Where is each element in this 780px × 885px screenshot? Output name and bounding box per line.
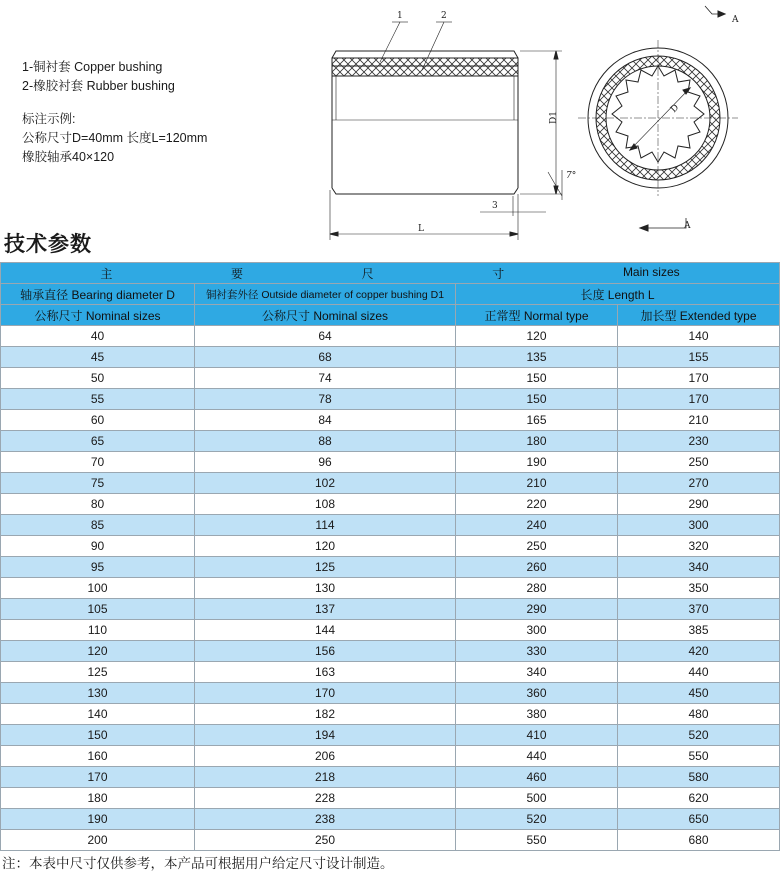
example-title: 标注示例: bbox=[22, 112, 76, 126]
main-header-word: 寸 bbox=[492, 266, 505, 281]
table-cell: 260 bbox=[456, 557, 618, 578]
table-cell: 140 bbox=[1, 704, 195, 725]
table-row bbox=[1, 536, 780, 557]
table-cell: 165 bbox=[456, 410, 618, 431]
table-cell: 218 bbox=[195, 767, 456, 788]
table-cell: 160 bbox=[1, 746, 195, 767]
table-cell: 290 bbox=[618, 494, 780, 515]
table-cell: 88 bbox=[195, 431, 456, 452]
table-cell: 240 bbox=[456, 515, 618, 536]
table-cell: 210 bbox=[456, 473, 618, 494]
table-cell: 120 bbox=[456, 326, 618, 347]
table-cell: 250 bbox=[456, 536, 618, 557]
table-cell: 360 bbox=[456, 683, 618, 704]
table-cell: 125 bbox=[1, 662, 195, 683]
table-row bbox=[1, 410, 780, 431]
spec-table bbox=[0, 262, 780, 851]
table-cell: 550 bbox=[456, 830, 618, 851]
table-cell: 350 bbox=[618, 578, 780, 599]
angle-label: 7° bbox=[566, 171, 577, 181]
table-cell: 84 bbox=[195, 410, 456, 431]
table-row bbox=[1, 788, 780, 809]
table-cell: 550 bbox=[618, 746, 780, 767]
table-cell: 150 bbox=[456, 389, 618, 410]
dim-d-label: D bbox=[669, 102, 682, 115]
table-cell: 50 bbox=[1, 368, 195, 389]
table-cell: 80 bbox=[1, 494, 195, 515]
table-cell: 68 bbox=[195, 347, 456, 368]
table-cell: 340 bbox=[456, 662, 618, 683]
technical-drawing bbox=[300, 0, 780, 245]
table-cell: 156 bbox=[195, 641, 456, 662]
table-cell: 45 bbox=[1, 347, 195, 368]
table-cell: 144 bbox=[195, 620, 456, 641]
table-cell: 190 bbox=[1, 809, 195, 830]
table-cell: 440 bbox=[456, 746, 618, 767]
table-cell: 680 bbox=[618, 830, 780, 851]
table-cell: 95 bbox=[1, 557, 195, 578]
table-row bbox=[1, 830, 780, 851]
sub-extended-type: 加长型 Extended type bbox=[618, 305, 780, 326]
table-cell: 114 bbox=[195, 515, 456, 536]
table-cell: 78 bbox=[195, 389, 456, 410]
table-cell: 130 bbox=[1, 683, 195, 704]
dim-l-label: L bbox=[418, 224, 424, 234]
table-row bbox=[1, 662, 780, 683]
table-cell: 220 bbox=[456, 494, 618, 515]
end-view bbox=[578, 6, 738, 231]
table-row bbox=[1, 683, 780, 704]
table-row bbox=[1, 704, 780, 725]
table-cell: 180 bbox=[456, 431, 618, 452]
legend-item-rubber-bushing: 2-橡胶衬套 Rubber bushing bbox=[22, 79, 175, 93]
sub-nominal-sizes-1: 公称尺寸 Nominal sizes bbox=[1, 305, 195, 326]
table-cell: 96 bbox=[195, 452, 456, 473]
table-cell: 120 bbox=[195, 536, 456, 557]
table-cell: 480 bbox=[618, 704, 780, 725]
table-cell: 90 bbox=[1, 536, 195, 557]
table-cell: 200 bbox=[1, 830, 195, 851]
table-cell: 228 bbox=[195, 788, 456, 809]
table-cell: 170 bbox=[618, 368, 780, 389]
table-cell: 206 bbox=[195, 746, 456, 767]
table-cell: 60 bbox=[1, 410, 195, 431]
table-cell: 55 bbox=[1, 389, 195, 410]
table-cell: 620 bbox=[618, 788, 780, 809]
callout-1: 1 bbox=[397, 11, 403, 21]
table-cell: 370 bbox=[618, 599, 780, 620]
table-cell: 270 bbox=[618, 473, 780, 494]
table-row bbox=[1, 473, 780, 494]
table-cell: 100 bbox=[1, 578, 195, 599]
table-cell: 290 bbox=[456, 599, 618, 620]
table-cell: 440 bbox=[618, 662, 780, 683]
table-cell: 580 bbox=[618, 767, 780, 788]
table-cell: 420 bbox=[618, 641, 780, 662]
table-cell: 170 bbox=[1, 767, 195, 788]
side-view bbox=[330, 22, 562, 240]
table-cell: 182 bbox=[195, 704, 456, 725]
table-row bbox=[1, 620, 780, 641]
dim-d1-label: D1 bbox=[549, 111, 559, 124]
table-cell: 340 bbox=[618, 557, 780, 578]
table-cell: 380 bbox=[456, 704, 618, 725]
table-cell: 85 bbox=[1, 515, 195, 536]
main-header-word: Main sizes bbox=[622, 264, 680, 279]
table-cell: 520 bbox=[618, 725, 780, 746]
table-row bbox=[1, 578, 780, 599]
table-cell: 300 bbox=[456, 620, 618, 641]
sub-normal-type: 正常型 Normal type bbox=[456, 305, 618, 326]
table-cell: 330 bbox=[456, 641, 618, 662]
table-row bbox=[1, 809, 780, 830]
section-title: 技术参数 bbox=[4, 232, 92, 256]
table-cell: 410 bbox=[456, 725, 618, 746]
table-cell: 320 bbox=[618, 536, 780, 557]
table-cell: 110 bbox=[1, 620, 195, 641]
example-line-1: 公称尺寸D=40mm 长度L=120mm bbox=[22, 131, 208, 145]
table-cell: 460 bbox=[456, 767, 618, 788]
table-cell: 250 bbox=[618, 452, 780, 473]
main-sizes-header bbox=[1, 263, 780, 284]
table-cell: 650 bbox=[618, 809, 780, 830]
sub-nominal-sizes-2: 公称尺寸 Nominal sizes bbox=[195, 305, 456, 326]
table-cell: 170 bbox=[195, 683, 456, 704]
table-row bbox=[1, 725, 780, 746]
table-cell: 385 bbox=[618, 620, 780, 641]
col-length-header: 长度 Length L bbox=[456, 284, 780, 305]
dim-3-label: 3 bbox=[492, 201, 498, 211]
table-row bbox=[1, 557, 780, 578]
table-row bbox=[1, 599, 780, 620]
table-cell: 155 bbox=[618, 347, 780, 368]
table-cell: 450 bbox=[618, 683, 780, 704]
table-cell: 102 bbox=[195, 473, 456, 494]
table-row bbox=[1, 494, 780, 515]
table-cell: 500 bbox=[456, 788, 618, 809]
table-cell: 163 bbox=[195, 662, 456, 683]
table-cell: 130 bbox=[195, 578, 456, 599]
table-cell: 150 bbox=[1, 725, 195, 746]
table-cell: 64 bbox=[195, 326, 456, 347]
table-cell: 300 bbox=[618, 515, 780, 536]
table-cell: 190 bbox=[456, 452, 618, 473]
table-row bbox=[1, 767, 780, 788]
table-row bbox=[1, 431, 780, 452]
table-cell: 40 bbox=[1, 326, 195, 347]
table-cell: 75 bbox=[1, 473, 195, 494]
table-subheader-row bbox=[1, 305, 780, 326]
table-row bbox=[1, 326, 780, 347]
table-row bbox=[1, 746, 780, 767]
table-cell: 108 bbox=[195, 494, 456, 515]
table-cell: 250 bbox=[195, 830, 456, 851]
table-cell: 210 bbox=[618, 410, 780, 431]
col-bearing-diameter-header: 轴承直径 Bearing diameter D bbox=[1, 284, 195, 305]
footnote: 注：本表中尺寸仅供参考，本产品可根据用户给定尺寸设计制造。 bbox=[2, 856, 394, 872]
table-cell: 70 bbox=[1, 452, 195, 473]
table-main-header-row bbox=[1, 263, 780, 284]
legend-item-copper-bushing: 1-铜衬套 Copper bushing bbox=[22, 60, 163, 74]
legend bbox=[22, 58, 207, 167]
main-header-word: 要 bbox=[230, 266, 243, 281]
table-cell: 125 bbox=[195, 557, 456, 578]
table-cell: 194 bbox=[195, 725, 456, 746]
table-cell: 280 bbox=[456, 578, 618, 599]
table-cell: 74 bbox=[195, 368, 456, 389]
table-column-header-row bbox=[1, 284, 780, 305]
main-header-word: 尺 bbox=[361, 266, 374, 281]
table-cell: 137 bbox=[195, 599, 456, 620]
table-row bbox=[1, 641, 780, 662]
table-row bbox=[1, 515, 780, 536]
table-cell: 170 bbox=[618, 389, 780, 410]
table-row bbox=[1, 368, 780, 389]
table-cell: 65 bbox=[1, 431, 195, 452]
table-cell: 135 bbox=[456, 347, 618, 368]
table-row bbox=[1, 347, 780, 368]
col-outside-diameter-header: 铜衬套外径 Outside diameter of copper bushing D1 bbox=[195, 284, 456, 305]
table-cell: 140 bbox=[618, 326, 780, 347]
section-a-top-label: A bbox=[732, 15, 739, 25]
callout-2: 2 bbox=[441, 11, 447, 21]
main-header-word: 主 bbox=[100, 266, 113, 281]
table-row bbox=[1, 389, 780, 410]
table-row bbox=[1, 452, 780, 473]
table-cell: 230 bbox=[618, 431, 780, 452]
table-cell: 105 bbox=[1, 599, 195, 620]
table-cell: 520 bbox=[456, 809, 618, 830]
section-a-bottom-label: A bbox=[684, 221, 691, 231]
table-cell: 238 bbox=[195, 809, 456, 830]
example-line-2: 橡胶轴承40×120 bbox=[22, 150, 115, 164]
table-cell: 150 bbox=[456, 368, 618, 389]
table-cell: 120 bbox=[1, 641, 195, 662]
table-cell: 180 bbox=[1, 788, 195, 809]
